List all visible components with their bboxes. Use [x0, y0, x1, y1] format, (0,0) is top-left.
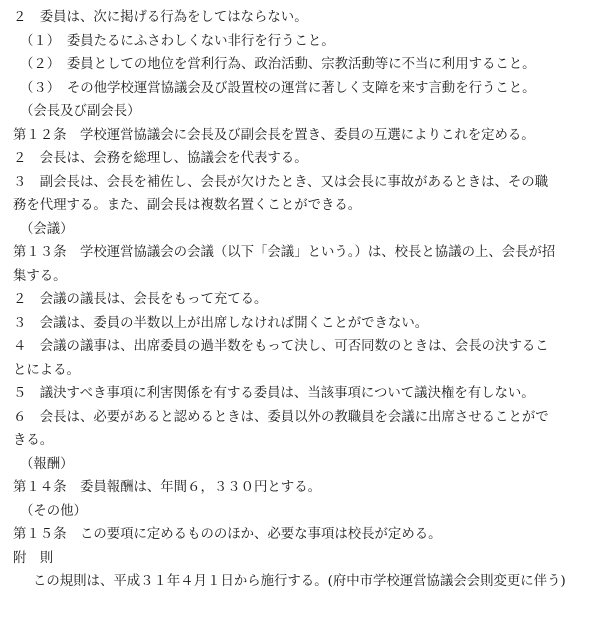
item-1-text: （１） 委員たるにふさわしくない非行を行うこと。: [20, 33, 335, 49]
article-12-clause-3-cont: 務を代理する。また、副会長は複数名置くことができる。: [13, 198, 362, 213]
heading-meeting: （会議）: [20, 221, 74, 237]
article-13-text: 第１３条 学校運営協議会の会議（以下「会議」という。）は、校長と協議の上、会長が招: [13, 245, 556, 260]
item-2-text: （２） 委員としての地位を営利行為、政治活動、宗教活動等に不当に利用すること。: [20, 57, 536, 72]
article-12-clause-2: ２ 会長は、会務を総理し、協議会を代表する。: [13, 151, 308, 166]
clause-2-text: ２ 委員は、次に掲げる行為をしてはならない。: [13, 10, 308, 25]
supplementary-provisions-heading: 附 則: [13, 550, 54, 566]
supplementary-provisions-text: この規則は、平成３１年４月１日から施行する。(府中市学校運営協議会会則変更に伴う): [33, 574, 566, 589]
article-13-clause-6: ６ 会長は、必要があると認めるときは、委員以外の教職員を会議に出席させることがで: [13, 409, 549, 425]
article-13-clause-4: ４ 会議の議事は、出席委員の過半数をもって決し、可否同数のときは、会長の決するこ: [13, 339, 549, 354]
article-12-clause-3: ３ 副会長は、会長を補佐し、会長が欠けたとき、又は会長に事故があるときは、その職: [13, 174, 549, 190]
article-13-clause-2: ２ 会議の議長は、会長をもって充てる。: [13, 292, 268, 307]
heading-compensation: （報酬）: [20, 456, 74, 472]
article-13-text-cont: 集する。: [13, 268, 67, 284]
article-14-text: 第１４条 委員報酬は、年間６，３３０円とする。: [13, 480, 321, 495]
article-13-clause-5: ５ 議決すべき事項に利害関係を有する委員は、当該事項について議決権を有しない。: [13, 386, 535, 401]
heading-chair-vice-chair: （会長及び副会長）: [20, 104, 141, 119]
article-15-text: 第１５条 この要項に定めるもののほか、必要な事項は校長が定める。: [13, 527, 442, 542]
article-13-clause-3: ３ 会議は、委員の半数以上が出席しなければ開くことができない。: [13, 315, 429, 331]
item-3-text: （３） その他学校運営協議会及び設置校の運営に著しく支障を来す言動を行うこと。: [20, 80, 536, 96]
article-12-text: 第１２条 学校運営協議会に会長及び副会長を置き、委員の互選によりこれを定める。: [13, 127, 535, 143]
article-13-clause-6-cont: きる。: [13, 433, 54, 448]
article-13-clause-4-cont: とによる。: [13, 362, 80, 378]
heading-other: （その他）: [20, 503, 87, 519]
